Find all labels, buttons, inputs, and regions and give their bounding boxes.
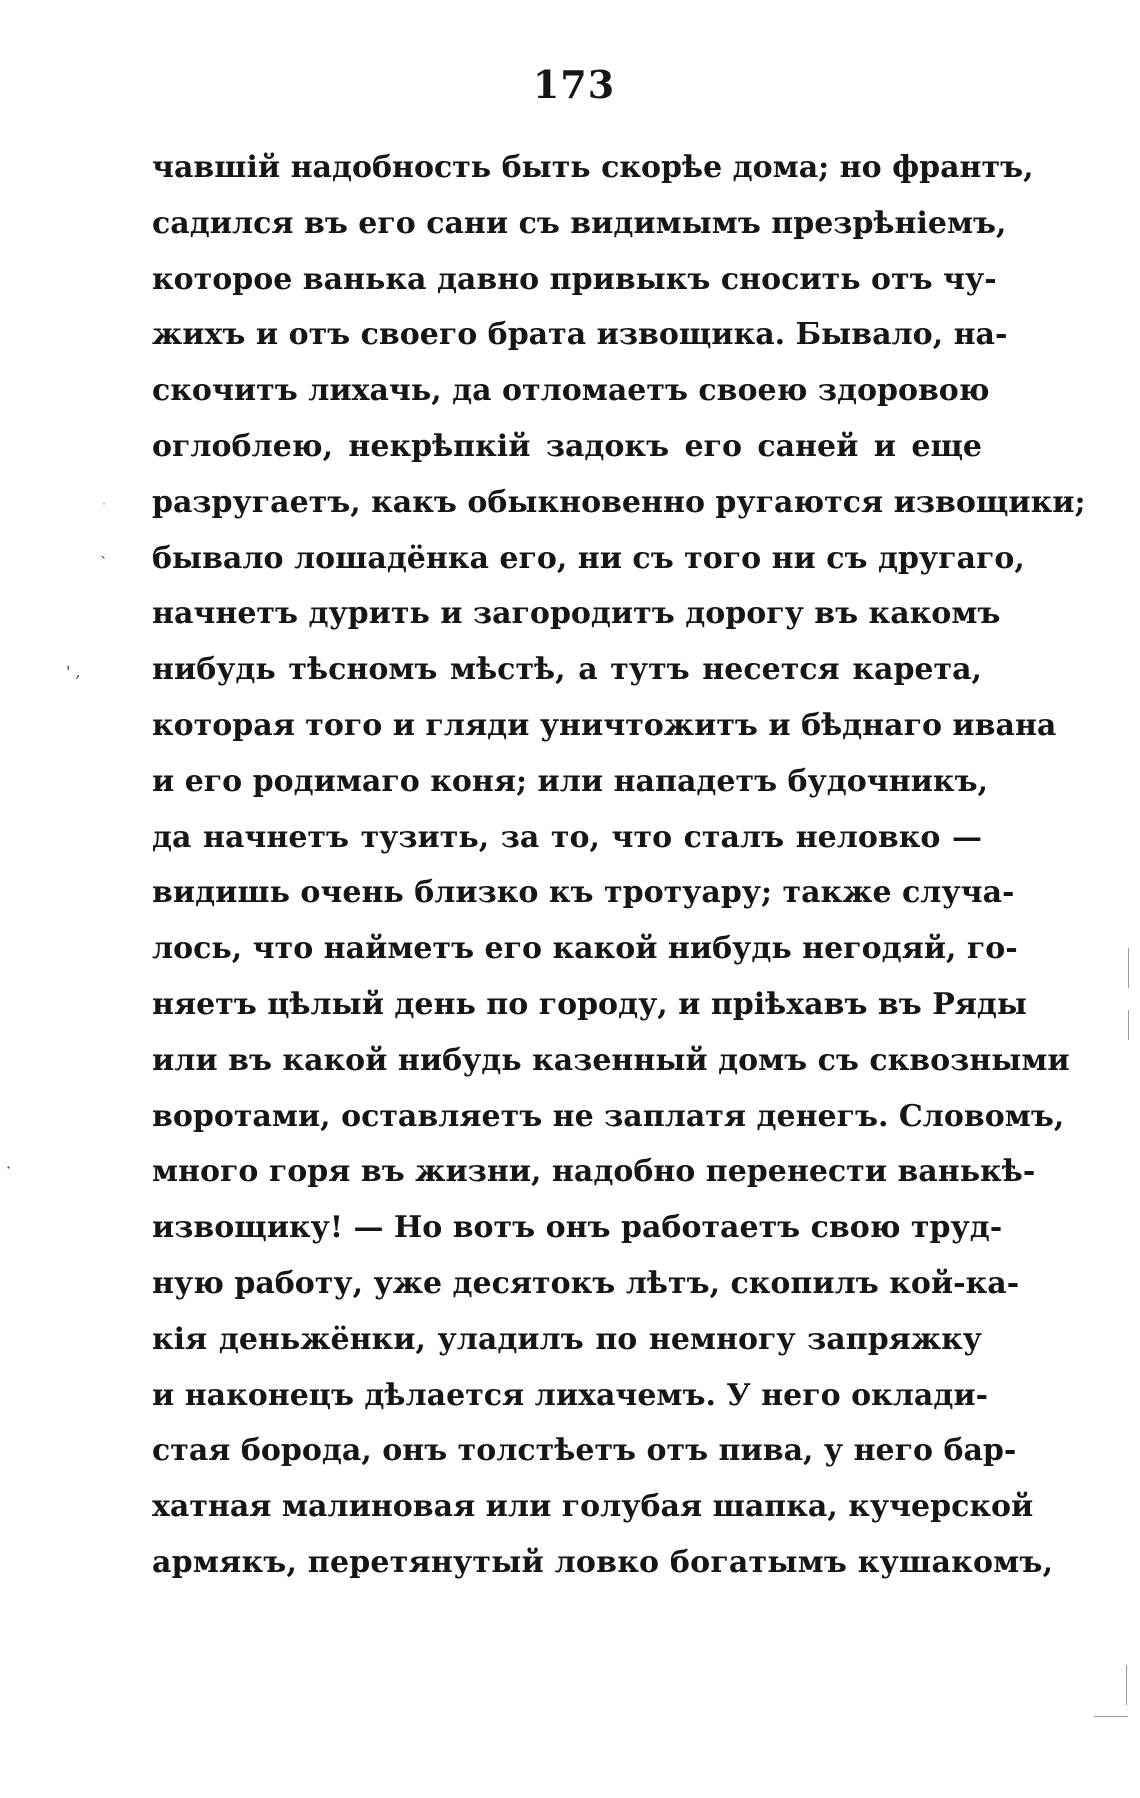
text-line: много горя въ жизни, надобно перенести ванькѣ-	[152, 1154, 1036, 1190]
text-line: кія деньжёнки, уладилъ по немногу запряжку	[152, 1321, 982, 1357]
text-line: армякъ, перетянутый ловко богатымъ кушакомъ,	[152, 1544, 1054, 1580]
margin-speck: `	[100, 554, 108, 573]
text-line: лось, что найметъ его какой нибудь негодяй, го-	[152, 931, 1018, 967]
margin-speck: ' ,	[66, 662, 81, 681]
scan-edge-line	[1128, 1010, 1129, 1040]
text-line: жихъ и отъ своего брата извощика. Бывало, на-	[152, 317, 1008, 353]
text-line: извощику! — Но вотъ онъ работаетъ свою труд-	[152, 1210, 1003, 1246]
scan-edge-line	[1094, 1716, 1128, 1717]
page-number: 173	[532, 62, 616, 107]
text-line: чавшій надобность быть скорѣе дома; но франтъ,	[152, 150, 1034, 185]
text-line: нибудь тѣсномъ мѣстѣ, а тутъ несется карета,	[152, 652, 982, 688]
body-text	[152, 140, 1086, 1591]
text-line: оглоблею, некрѣпкій задокъ его саней и еще	[152, 428, 982, 464]
margin-speck: ·	[6, 1158, 12, 1177]
text-line: хатная малиновая или голубая шапка, кучерской	[152, 1489, 1034, 1525]
text-line: ную работу, уже десятокъ лѣтъ, скопилъ кой-ка-	[152, 1265, 1020, 1301]
text-line: разругаетъ, какъ обыкновенно ругаются извощики;	[152, 484, 1086, 520]
scan-edge-line	[1128, 948, 1129, 988]
text-line: да начнетъ тузить, за то, что сталъ неловко —	[152, 819, 982, 855]
text-line: и его родимаго коня; или нападетъ будочникъ,	[152, 763, 989, 799]
text-line: начнетъ дурить и загородитъ дорогу въ какомъ	[152, 596, 1001, 632]
text-line: видишь очень близко къ тротуару; также случа-	[152, 875, 1015, 911]
text-line: скочитъ лихачь, да отломаетъ своею здоровою	[152, 373, 990, 409]
text-line: которое ванька давно привыкъ сносить отъ чу-	[152, 261, 997, 297]
scan-edge-line	[1126, 1665, 1127, 1705]
text-line: и наконецъ дѣлается лихачемъ. У него оклади-	[152, 1377, 989, 1413]
text-line: воротами, оставляетъ не заплатя денегъ. Словомъ,	[152, 1098, 1065, 1134]
text-line: няетъ цѣлый день по городу, и пріѣхавъ въ Ряды	[152, 986, 1027, 1022]
text-line: садился въ его сани съ видимымъ презрѣніемъ,	[152, 205, 1007, 241]
text-line: бывало лошадёнка его, ни съ того ни съ другаго,	[152, 540, 1025, 576]
text-line: стая борода, онъ толстѣетъ отъ пива, у него бар-	[152, 1433, 1017, 1469]
text-line: которая того и гляди уничтожитъ и бѣднаго ивана	[152, 707, 1057, 743]
text-line: или въ какой нибудь казенный домъ съ сквозными	[152, 1042, 1070, 1078]
